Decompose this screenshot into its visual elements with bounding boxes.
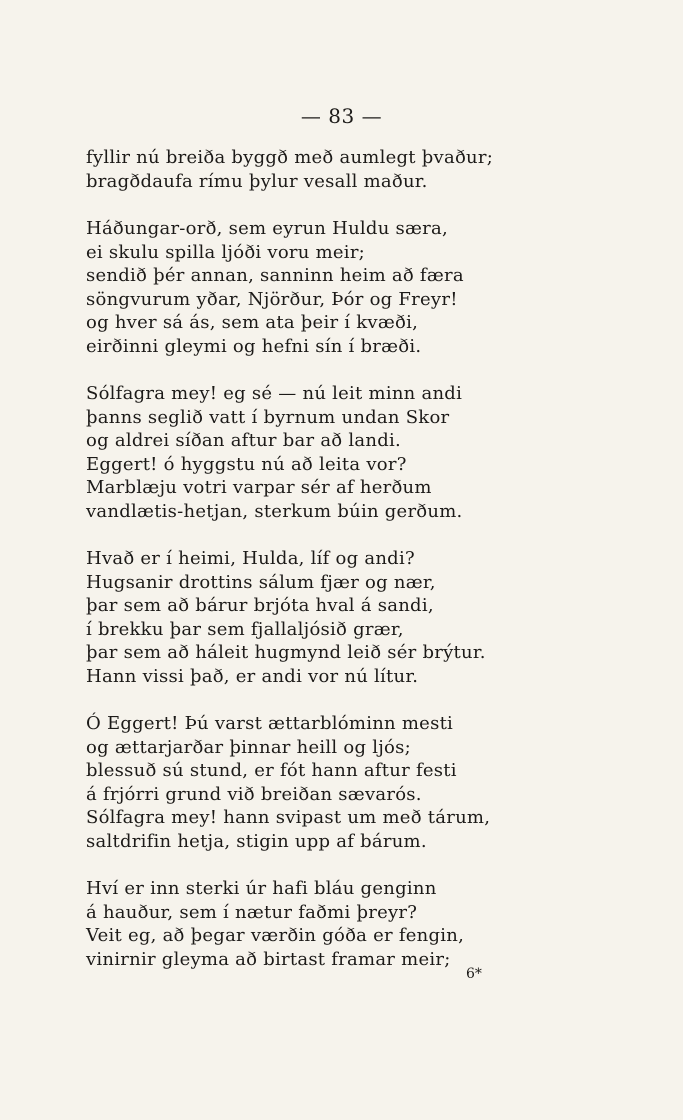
poem-line: Marblæju votri varpar sér af herðum — [86, 477, 432, 498]
poem-line: þar sem að bárur brjóta hval á sandi, — [86, 595, 434, 616]
poem-line: Hvað er í heimi, Hulda, líf og andi? — [86, 548, 415, 569]
poem-line: sendið þér annan, sanninn heim að færa — [86, 265, 464, 286]
poem-line: Veit eg, að þegar værðin góða er fengin, — [86, 925, 465, 946]
poem-line: í brekku þar sem fjallaljósið grær, — [86, 618, 404, 640]
poem-line: Sólfagra mey! eg sé — nú leit minn andi — [86, 383, 463, 404]
page-number: — 83 — — [300, 104, 383, 128]
poem-line: vandlætis-hetjan, sterkum búin gerðum. — [86, 500, 463, 522]
poem-line: þanns seglið vatt í byrnum undan Skor — [86, 406, 450, 428]
poem-line: Sólfagra mey! hann svipast um með tárum, — [86, 807, 491, 828]
poem-body — [86, 146, 556, 995]
poem-line: eirðinni gleymi og hefni sín í bræði. — [86, 335, 422, 357]
stanza-4 — [86, 547, 556, 688]
poem-line: fyllir nú breiða byggð með aumlegt þvaður; — [86, 147, 494, 168]
poem-line: Ó Eggert! Þú varst ættarblóminn mesti — [86, 713, 454, 734]
poem-line: þar sem að háleit hugmynd leið sér brýtur. — [86, 642, 486, 663]
poem-line: Hví er inn sterki úr hafi bláu genginn — [86, 878, 437, 899]
poem-line: og ættarjarðar þinnar heill og ljós; — [86, 736, 411, 758]
stanza-6 — [86, 877, 556, 971]
poem-line: vinirnir gleyma að birtast framar meir; — [86, 948, 451, 970]
poem-line: söngvurum yðar, Njörður, Þór og Freyr! — [86, 288, 458, 310]
poem-line: Háðungar-orð, sem eyrun Huldu særa, — [86, 218, 448, 239]
poem-line: Hugsanir drottins sálum fjær og nær, — [86, 571, 436, 593]
poem-line: Eggert! ó hyggstu nú að leita vor? — [86, 453, 407, 475]
poem-line: bragðdaufa rímu þylur vesall maður. — [86, 170, 428, 192]
poem-line: saltdrifin hetja, stigin upp af bárum. — [86, 830, 427, 852]
stanza-2 — [86, 217, 556, 358]
printer-signature-mark: 6* — [466, 966, 482, 982]
poem-line: Hann vissi það, er andi vor nú lítur. — [86, 665, 419, 687]
poem-line: á hauður, sem í nætur faðmi þreyr? — [86, 901, 418, 923]
poem-line: blessuð sú stund, er fót hann aftur festi — [86, 760, 457, 781]
stanza-5 — [86, 712, 556, 853]
stanza-1 — [86, 146, 556, 193]
stanza-3 — [86, 382, 556, 523]
poem-line: og hver sá ás, sem ata þeir í kvæði, — [86, 312, 419, 333]
poem-line: ei skulu spilla ljóði voru meir; — [86, 241, 365, 263]
poem-line: og aldrei síðan aftur bar að landi. — [86, 430, 401, 451]
poem-line: á frjórri grund við breiðan sævarós. — [86, 783, 422, 805]
